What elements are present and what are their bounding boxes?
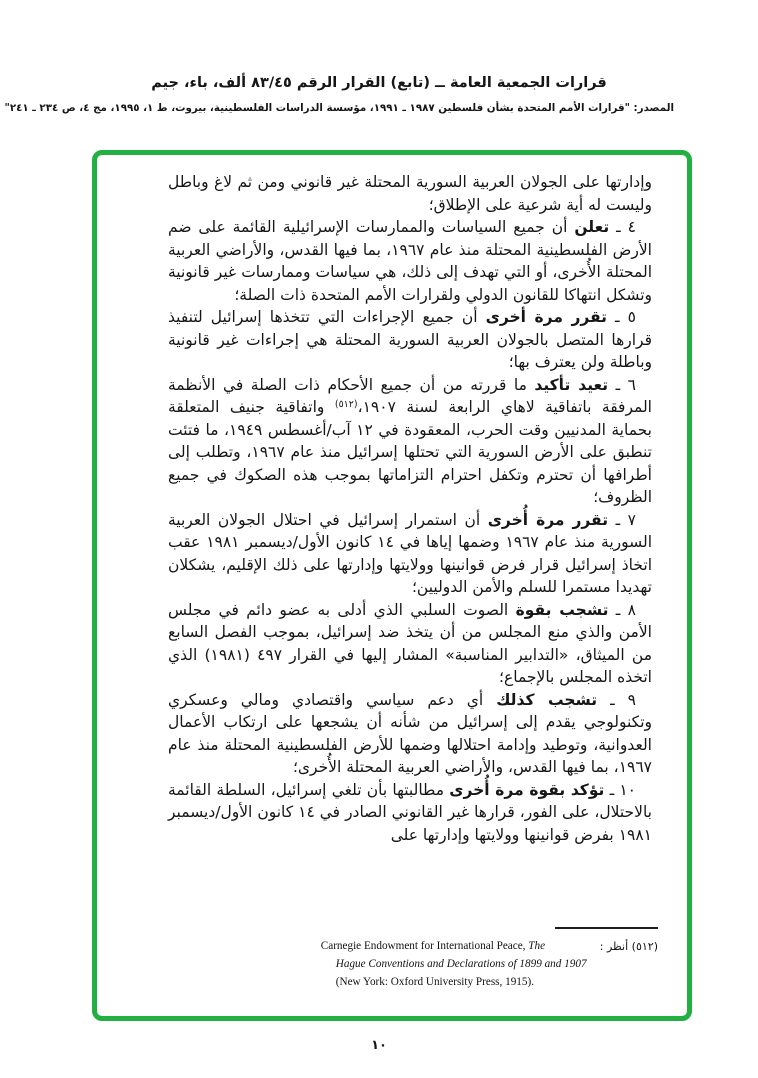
footnote-reference: (٥١٢)	[334, 399, 358, 410]
footnote-marker: (٥١٢) أنظر :	[599, 940, 658, 953]
footnote-separator-rule	[555, 927, 658, 929]
footnote-citation	[321, 938, 594, 991]
text-segment: ١٠ ـ	[604, 780, 636, 799]
text-segment: أن جميع السياسات والممارسات الإسرائيلية القائمة على ضم الأرض الفلسطينية المحتلة منذ عام ١٩٦٧، بما فيها القدس، والأراضي العربية المحتلة الأُخرى، أو التي تهدف إلى ذلك، هي سياسات وممارسات غير قانونية وتشكل انتهاكا للقانون الدولي ولقرارات الأمم المتحدة ذات الصلة؛	[168, 218, 652, 304]
text-segment: ما قررته من أن جميع الأحكام ذات الصلة في الأنظمة المرفقة باتفاقية لاهاي الرابعة لسنة ١٩٠٧،	[168, 375, 652, 416]
text-segment: أن استمرار إسرائيل في احتلال الجولان العربية السورية منذ عام ١٩٦٧ وضمها إياها في ١٤ كانون الأول/ديسمبر ١٩٨١ عقب اتخاذ إسرائيل قرار فرض قوانينها وولايتها وإدارتها على ذلك الإقليم، يشكلان تهديدا مستمرا للسلم والأمن الدوليين؛	[168, 510, 653, 596]
body-paragraph	[168, 374, 652, 509]
text-segment: ٤ ـ	[609, 218, 636, 236]
text-segment: أي دعم سياسي واقتصادي ومالي وعسكري وتكنولوجي يقدم إلى إسرائيل من شأنه أن يشجعها على ارتكاب الأعمال العدوانية، وتوطيد وإدامة احتلالها وضمها للأرض الفلسطينية المحتلة منذ عام ١٩٦٧، بما فيها القدس، والأراضي العربية المحتلة الأُخرى؛	[168, 690, 652, 776]
text-segment: Hague Conventions and Declarations of 1899 and 1907	[335, 957, 587, 970]
body-paragraph	[168, 216, 652, 306]
text-segment: (New York: Oxford University Press, 1915).	[335, 975, 535, 988]
text-segment: تشجب كذلك	[496, 690, 598, 709]
text-segment: الصوت السلبي الذي أدلى به عضو دائم في مجلس الأمن والذي منع المجلس من أن يتخذ ضد إسرائيل، بموجب الفصل السابع من الميثاق، «التدابير المناسبة» المشار إليها في القرار ٤٩٧ (١٩٨١) الذي اتخذه المجلس بالإجماع؛	[168, 600, 652, 686]
text-segment: ٨ ـ	[608, 600, 636, 619]
source-line: المصدر: "قرارات الأمم المتحدة بشأن فلسطين ١٩٨٧ ـ ١٩٩١، مؤسسة الدراسات الفلسطينية، بيروت، ط ١، ١٩٩٥، مج ٤، ص ٢٣٤ ـ ٢٤١"	[4, 102, 674, 114]
body-paragraph	[168, 306, 652, 374]
page-title: قرارات الجمعية العامة ــ (تابع) القرار الرقم ٨٣/٤٥ ألف، باء، جيم	[151, 75, 607, 91]
body-paragraph	[168, 171, 652, 216]
footnote-citation-line	[321, 956, 594, 974]
text-segment: ٥ ـ	[606, 308, 636, 326]
body-paragraph	[168, 599, 652, 689]
footnote-citation-line	[321, 974, 594, 992]
footnote	[313, 927, 658, 991]
text-segment: تؤكد بقوة مرة أُخرى	[449, 780, 605, 799]
text-segment: مطالبتها بأن تلغي إسرائيل، السلطة القائمة بالاحتلال، على الفور، قرارها غير القانوني الصادر في ١٤ كانون الأول/ديسمبر ١٩٨١ بفرض قوانينها وولايتها وإدارتها على	[168, 780, 652, 844]
text-segment: تقرر مرة أُخرى	[487, 510, 609, 529]
body-text	[92, 150, 692, 846]
text-segment: تعيد تأكيد	[534, 375, 609, 394]
text-segment: أن جميع الإجراءات التي تتخذها إسرائيل لتنفيذ قرارها المتصل بالجولان العربية السورية المحتلة هي إجراءات غير قانونية وباطلة ولن يعترف بها؛	[168, 308, 652, 371]
text-segment: ٦ ـ	[608, 375, 636, 394]
text-segment: ٧ ـ	[608, 510, 636, 529]
text-segment: تعلن	[574, 218, 610, 236]
text-segment: تقرر مرة أخرى	[485, 308, 607, 326]
text-segment: Carnegie Endowment for International Peace,	[320, 940, 529, 952]
body-paragraph	[168, 509, 652, 599]
body-paragraph	[168, 689, 652, 779]
text-segment: ٩ ـ	[597, 690, 636, 709]
text-segment: The	[528, 940, 546, 952]
body-paragraph	[168, 779, 652, 847]
page-number: ١٠	[371, 1038, 387, 1053]
footnote-citation-line	[321, 938, 594, 956]
text-segment: تشجب بقوة	[515, 600, 609, 619]
text-segment: وإدارتها على الجولان العربية السورية المحتلة غير قانوني ومن ثم لاغ وباطل وليست له أية شرعية على الإطلاق؛	[168, 173, 652, 214]
text-segment: واتفاقية جنيف المتعلقة بحماية المدنيين وقت الحرب، المعقودة في ١٢ آب/أغسطس ١٩٤٩، ما فتئت تنطبق على الأرض السورية التي تحتلها إسرائيل منذ عام ١٩٦٧، وتطلب إلى أطرافها أن تحترم وتكفل احترام التزاماتها بموجب هذه الصكوك في جميع الظروف؛	[168, 398, 652, 506]
footnote-row	[313, 938, 658, 991]
